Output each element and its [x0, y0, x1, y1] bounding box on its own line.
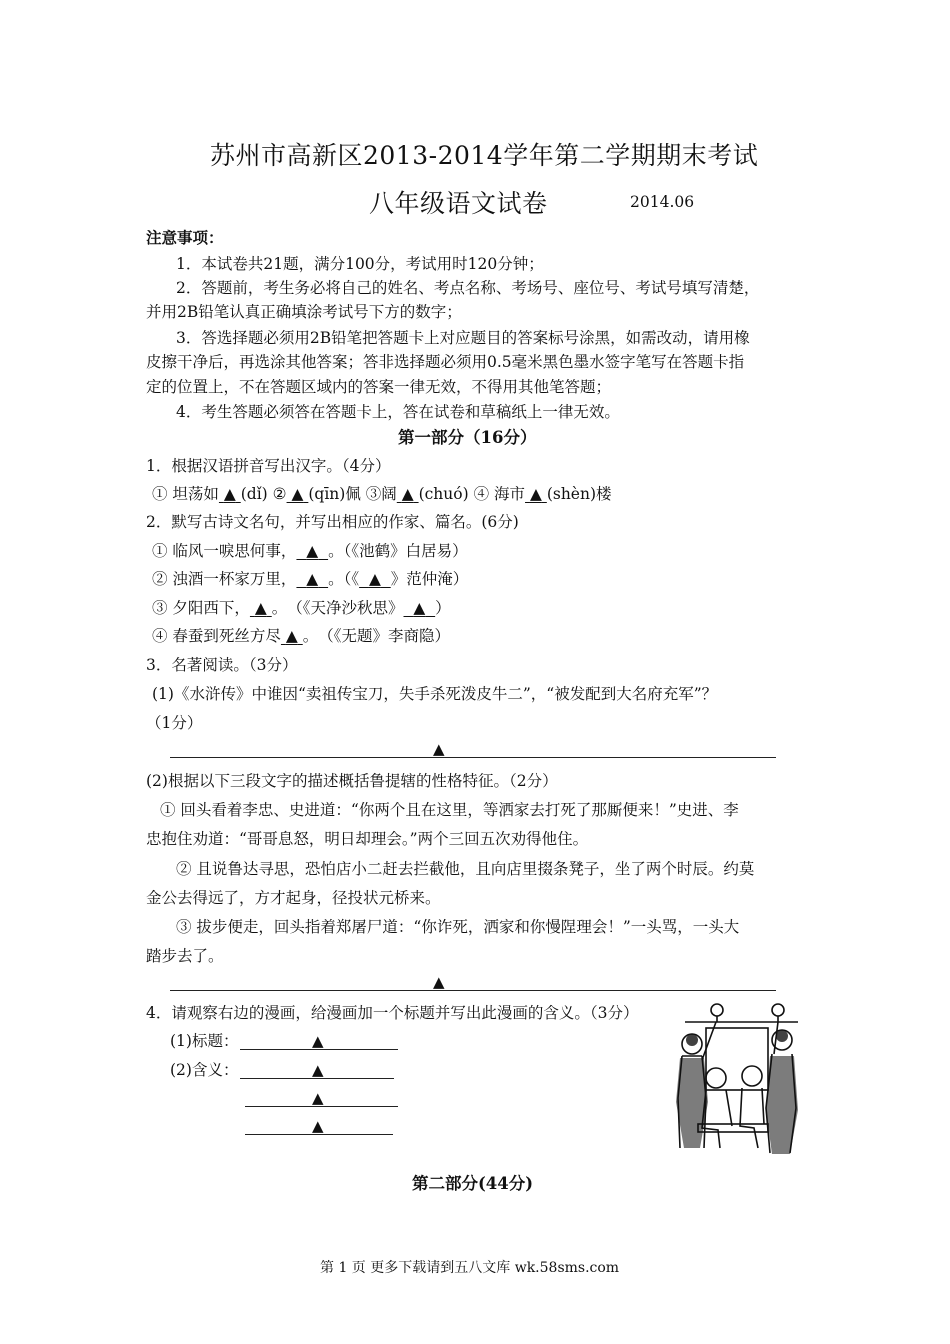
- page-footer: 第 1 页 更多下载请到五八文库 wk.58sms.com: [320, 1260, 620, 1276]
- q2-blank-6[interactable]: ▲: [285, 627, 298, 645]
- q2-stem: 2．默写古诗文名句，并写出相应的作家、篇名。(6分): [146, 513, 519, 531]
- q4-stem: 4．请观察右边的漫画，给漫画加一个标题并写出此漫画的含义。（3分）: [146, 1004, 639, 1022]
- q4-meaning-mark-1: ▲: [312, 1061, 324, 1079]
- q2-blank-2[interactable]: ▲: [306, 570, 319, 588]
- q3-answer-line-2[interactable]: [170, 990, 776, 991]
- notice-heading: 注意事项：: [146, 228, 224, 247]
- q2-blank-1[interactable]: ▲: [306, 542, 319, 560]
- q3-sub2: (2)根据以下三段文字的描述概括鲁提辖的性格特征。（2分）: [146, 772, 558, 790]
- q3-stem: 3．名著阅读。（3分）: [146, 656, 298, 674]
- notice-item-3a: 3．答选择题必须用2B铅笔把答题卡上对应题目的答案标号涂黑，如需改动，请用橡: [176, 329, 750, 347]
- q2-blank-5[interactable]: ▲: [413, 599, 426, 617]
- exam-date: 2014.06: [630, 193, 695, 211]
- q1-a-blank[interactable]: ▲: [223, 485, 236, 503]
- part1-heading: 第一部分（16分）: [398, 428, 537, 447]
- q2-line-2: ② 浊酒一杯家万里， ▲ 。（《 ▲ 》范仲淹）: [152, 570, 469, 588]
- q3-para3b: 踏步去了。: [146, 947, 224, 965]
- q3-answer-line-1[interactable]: [170, 757, 776, 758]
- q3-para1a: ① 回头看着李忠、史进道：“你两个且在这里，等洒家去打死了那厮便来！”史进、李: [160, 801, 739, 819]
- q4-meaning-mark-3: ▲: [312, 1117, 324, 1135]
- q2-line-3: ③ 夕阳西下， ▲ 。 （《天净沙秋思》 ▲ ）: [152, 599, 451, 617]
- notice-item-3c: 定的位置上，不在答题区域内的答案一律无效，不得用其他笔答题；: [146, 378, 612, 396]
- q3-sub1a: (1)《水浒传》中谁因“卖祖传宝刀，失手杀死泼皮牛二”，“被发配到大名府充军”？: [152, 685, 718, 703]
- q1-a-pinyin: (dǐ): [240, 485, 268, 503]
- q3-answer-mark-2: ▲: [433, 973, 445, 991]
- q1-a-text: ① 坦荡如: [152, 485, 219, 503]
- q1-stem: 1．根据汉语拼音写出汉字。（4分）: [146, 457, 391, 475]
- q3-para3a: ③ 拔步便走，回头指着郑屠尸道：“你诈死，洒家和你慢陧理会！”一头骂，一头大: [176, 918, 740, 936]
- cartoon-image: [670, 998, 800, 1160]
- q3-sub1b: （1分）: [146, 714, 203, 732]
- notice-item-4: 4．考生答题必须答在答题卡上，答在试卷和草稿纸上一律无效。: [176, 403, 620, 421]
- q1-c-pinyin: (chuó): [418, 485, 469, 503]
- q1-b-pinyin: (qīn)佩: [308, 485, 361, 503]
- exam-subtitle: 八年级语文试卷: [369, 189, 548, 218]
- q1-c-blank[interactable]: ▲: [401, 485, 414, 503]
- q3-para1b: 忠抱住劝道：“哥哥息怒，明日却理会。”两个三回五次劝得他住。: [146, 830, 589, 848]
- q4-title-label: (1)标题：: [170, 1032, 239, 1050]
- q3-para2b: 金公去得远了，方才起身，径投状元桥来。: [146, 889, 441, 907]
- exam-title: 苏州市高新区2013-2014学年第二学期期末考试: [210, 141, 759, 170]
- q4-meaning-mark-2: ▲: [312, 1089, 324, 1107]
- q2-line-4: ④ 春蚕到死丝方尽 ▲ 。 （《无题》李商隐）: [152, 627, 450, 645]
- q4-meaning-label: (2)含义：: [170, 1061, 239, 1079]
- q2-blank-3[interactable]: ▲: [368, 570, 381, 588]
- notice-item-1: 1．本试卷共21题，满分100分，考试用时120分钟；: [176, 255, 544, 273]
- notice-item-2b: 并用2B铅笔认真正确填涂考试号下方的数字；: [146, 303, 462, 321]
- notice-item-2a: 2．答题前，考生务必将自己的姓名、考点名称、考场号、座位号、考试号填写清楚，: [176, 279, 760, 297]
- q2-line-1: ① 临风一唳思何事， ▲ 。（《池鹤》白居易）: [152, 542, 468, 560]
- q1-b-text: ②: [272, 485, 287, 503]
- q1-d-text: ④ 海市: [473, 485, 526, 503]
- q1-b-blank[interactable]: ▲: [291, 485, 304, 503]
- q2-blank-4[interactable]: ▲: [254, 599, 267, 617]
- q1-d-pinyin: (shèn)楼: [546, 485, 612, 503]
- part2-heading: 第二部分(44分): [412, 1174, 534, 1193]
- q1-c-text: ③阔: [365, 485, 397, 503]
- notice-item-3b: 皮擦干净后，再选涂其他答案；答非选择题必须用0.5毫米黑色墨水签字笔写在答题卡指: [146, 353, 745, 371]
- q1-d-blank[interactable]: ▲: [529, 485, 542, 503]
- q4-title-mark: ▲: [312, 1032, 324, 1050]
- q3-answer-mark-1: ▲: [433, 740, 445, 758]
- q1-answers: [152, 484, 612, 504]
- q3-para2a: ② 且说鲁达寻思，恐怕店小二赶去拦截他，且向店里掇条凳子，坐了两个时辰。约莫: [176, 860, 755, 878]
